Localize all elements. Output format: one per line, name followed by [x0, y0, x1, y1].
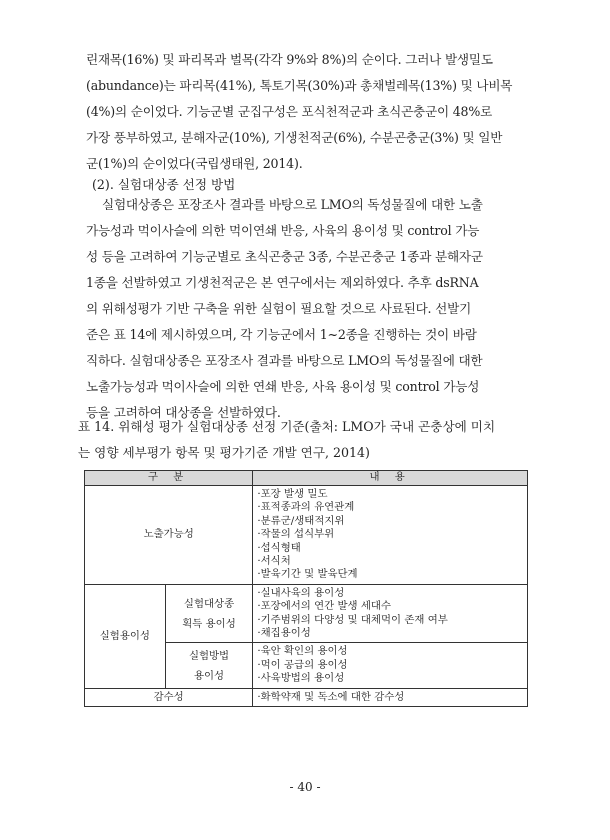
text-line: (4%)의 순이었다. 기능군별 군집구성은 포식천적군과 초식곤충군이 48%로: [86, 104, 493, 119]
caption-line: 표 14. 위해성 평가 실험대상종 선정 기준(출처: LMO가 국내 곤충상에 미치: [78, 419, 496, 434]
text-line: (abundance)는 파리목(41%), 톡토기목(30%)과 총채벌레목(13%) 및 나비목: [86, 78, 513, 93]
text-line: 1종을 선발하였고 기생천적군은 본 연구에서는 제외하였다. 추후 dsRNA: [86, 275, 479, 290]
list-item: ·포장에서의 연간 발생 세대수: [257, 600, 392, 613]
table-header-row: [85, 471, 528, 486]
category-experimental: 실험용이성: [85, 584, 166, 688]
text-line: 직하다. 실험대상종은 포장조사 결과를 바탕으로 LMO의 독성물질에 대한: [86, 353, 483, 368]
sensitivity-items: [253, 688, 528, 706]
list-item: ·분류군/생태적지위: [257, 514, 345, 527]
text-line: 성 등을 고려하여 기능군별로 초식곤충군 3종, 수분곤충군 1종과 분해자군: [86, 249, 483, 264]
text-line: 의 위해성평가 기반 구축을 위한 실험이 필요할 것으로 사료된다. 선발기: [86, 301, 472, 316]
header-content: 내 용: [253, 471, 528, 486]
category-exposure: 노출가능성: [85, 486, 253, 585]
method-items: [253, 643, 528, 688]
list-item: ·발육기간 및 발육단계: [257, 568, 358, 581]
list-item: ·육안 확인의 용이성: [257, 645, 348, 658]
text-line: 가장 풍부하였고, 분해자군(10%), 기생천적군(6%), 수분곤충군(3%) 및 일반: [86, 130, 503, 145]
list-item: ·사육방법의 용이성: [257, 672, 345, 685]
text-line: 준은 표 14에 제시하였으며, 각 기능군에서 1~2종을 진행하는 것이 바람: [86, 327, 477, 342]
subcategory-line: 실험방법: [188, 649, 230, 662]
text-line: 린재목(16%) 및 파리목과 벌목(각각 9%와 8%)의 순이다. 그러나 발생밀도: [86, 52, 493, 67]
list-item: ·포장 발생 밀도: [257, 488, 328, 500]
text-line: 노출가능성과 먹이사슬에 의한 연쇄 반응, 사육 용이성 및 control 가능성: [86, 379, 480, 394]
list-item: ·화학약재 및 독소에 대한 감수성: [257, 690, 405, 703]
list-item: ·채집용이성: [257, 627, 311, 640]
list-item: ·표적종과의 유연관계: [257, 501, 355, 514]
list-item: ·작물의 섭식부위: [257, 528, 335, 541]
text-line: 가능성과 먹이사슬에 의한 먹이연쇄 반응, 사육의 용이성 및 control 가능: [86, 223, 480, 238]
subcategory-method: [165, 643, 253, 688]
subcategory-line: 획득 용이성: [182, 617, 236, 630]
acquisition-items: [253, 584, 528, 643]
table-caption: [78, 414, 534, 466]
list-item: ·기주범위의 다양성 및 대체먹이 존재 여부: [257, 613, 448, 626]
table-row: [85, 584, 528, 643]
text-line: 군(1%)의 순이었다(국립생태원, 2014).: [86, 156, 303, 171]
category-sensitivity: 감수성: [85, 688, 253, 706]
subcategory-line: 실험대상종: [183, 597, 235, 610]
text-line: 실험대상종은 포장조사 결과를 바탕으로 LMO의 독성물질에 대한 노출: [102, 197, 483, 212]
list-item: ·서식처: [257, 555, 291, 568]
list-item: ·먹이 공급의 용이성: [257, 658, 348, 671]
paragraph-2: [86, 192, 532, 426]
header-category: 구 분: [85, 471, 253, 486]
table-row: [85, 688, 528, 706]
subcategory-line: 용이성: [193, 669, 225, 682]
paragraph-1: [86, 47, 532, 177]
list-item: ·섭식형태: [257, 541, 301, 554]
list-item: ·실내사육의 용이성: [257, 586, 345, 599]
criteria-table: [84, 470, 528, 707]
exposure-items: [253, 486, 528, 585]
text-line: 등을 고려하여 대상종을 선발하였다.: [86, 405, 281, 420]
caption-line: 는 영향 세부평가 항목 및 평가기준 개발 연구, 2014): [78, 445, 370, 460]
subcategory-acquisition: [165, 584, 253, 643]
table-row: [85, 486, 528, 585]
page-number: - 40 -: [289, 780, 321, 794]
section-heading: (2). 실험대상종 선정 방법: [92, 177, 236, 192]
